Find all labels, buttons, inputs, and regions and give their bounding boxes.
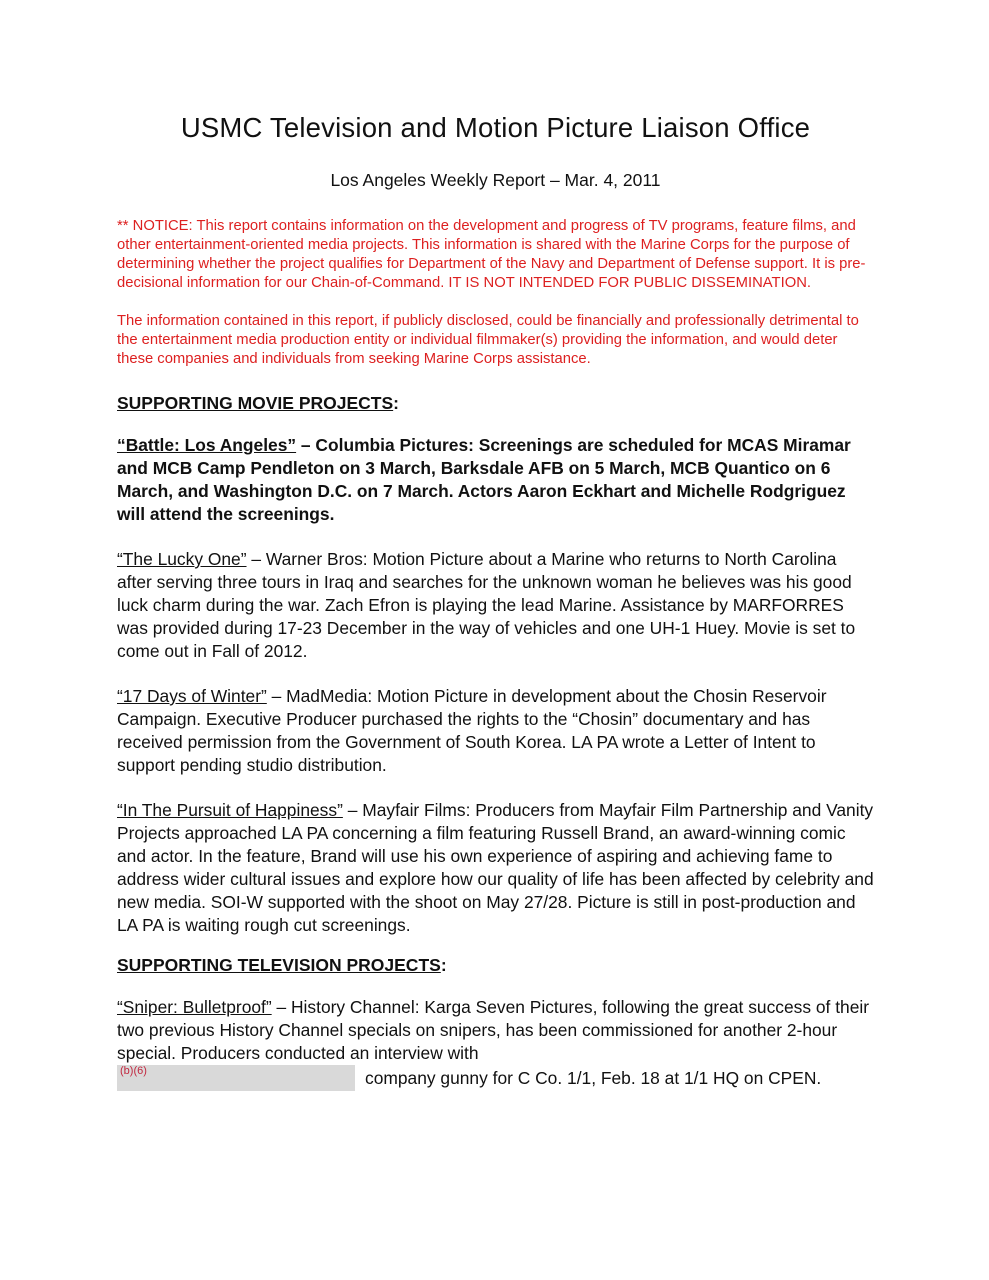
report-subtitle-date: Los Angeles Weekly Report – Mar. 4, 2011: [330, 170, 661, 190]
project-text: – Warner Bros: Motion Picture about a Marine who returns to North Carolina after serving three tours in Iraq and searches for the unknown woman he believes was his good luck charm during the war. Zach Efron is playing the lead Marine. Assistance by MARFORRES was provided during 17-23 December in the way of vehicles and one UH-1 Huey. Movie is set to come out in Fall of 2012.: [117, 549, 856, 661]
project-entry-battle-los-angeles: [117, 434, 874, 526]
project-title: “17 Days of Winter”: [117, 686, 267, 706]
project-text-after-redaction: company gunny for C Co. 1/1, Feb. 18 at 1/1 HQ on CPEN.: [365, 1068, 822, 1088]
project-title: “In The Pursuit of Happiness”: [117, 800, 343, 820]
project-text: – Mayfair Films: Producers from Mayfair Film Partnership and Vanity Projects approached LA PA concerning a film featuring Russell Brand, an award-winning comic and actor. In the feature, Brand will use his own experience of aspiring and achieving fame to address wider cultural issues and explore how our quality of life has been affected by celebrity and new media. SOI-W supported with the shoot on May 27/28. Picture is still in post-production and LA PA is waiting rough cut screenings.: [117, 800, 874, 935]
project-text: – History Channel: Karga Seven Pictures, following the great success of their two previous History Channel specials on snipers, has been commissioned for another 2-hour special. Producers conducted an interview with: [117, 997, 870, 1063]
redacted-text-line: [117, 1065, 821, 1091]
notice-paragraph-2: The information contained in this report, if publicly disclosed, could be financially and professionally detrimental to the entertainment media production entity or individual filmmaker(s) providing the information, and would deter these companies and individuals from seeking Marine Corps assistance.: [117, 313, 859, 367]
redaction-exemption-label: (b)(6): [120, 1065, 147, 1077]
section-heading-text: SUPPORTING MOVIE PROJECTS: [117, 393, 394, 413]
page-title: USMC Television and Motion Picture Liaison Office: [180, 112, 811, 143]
notice-paragraph-1: ** NOTICE: This report contains information on the development and progress of TV programs, feature films, and other entertainment-oriented media projects. This information is shared with the Marine Corps for the purpose of determining whether the project qualifies for Department of the Navy and Department of Defense support. It is pre-decisional information for our Chain-of-Command. IT IS NOT INTENDED FOR PUBLIC DISSEMINATION.: [117, 218, 866, 291]
project-entry-17-days-of-winter: [117, 685, 874, 777]
redaction-box: [117, 1065, 355, 1091]
project-title: “Battle: Los Angeles”: [117, 435, 297, 455]
section-heading-television-projects: [117, 955, 874, 976]
section-heading-colon: :: [393, 393, 399, 413]
project-entry-the-lucky-one: [117, 548, 874, 663]
section-heading-movie-projects: [117, 393, 874, 414]
project-title: “The Lucky One”: [117, 549, 247, 569]
report-content: [117, 112, 874, 1091]
project-text: – Columbia Pictures: Screenings are scheduled for MCAS Miramar and MCB Camp Pendleton on 3 March, Barksdale AFB on 5 March, MCB Quantico on 6 March, and Washington D.C. on 7 March. Actors Aaron Eckhart and Michelle Rodgriguez will attend the screenings.: [117, 435, 851, 524]
section-heading-text: SUPPORTING TELEVISION PROJECTS: [117, 955, 441, 975]
project-title: “Sniper: Bulletproof”: [117, 997, 272, 1017]
section-heading-colon: :: [440, 955, 447, 975]
project-text: – MadMedia: Motion Picture in development about the Chosin Reservoir Campaign. Executive Producer purchased the rights to the “Chosin” documentary and has received permission from the Government of South Korea. LA PA wrote a Letter of Intent to support pending studio distribution.: [117, 686, 827, 775]
project-entry-pursuit-of-happiness: [117, 799, 874, 937]
project-entry-sniper-bulletproof: [117, 996, 874, 1065]
